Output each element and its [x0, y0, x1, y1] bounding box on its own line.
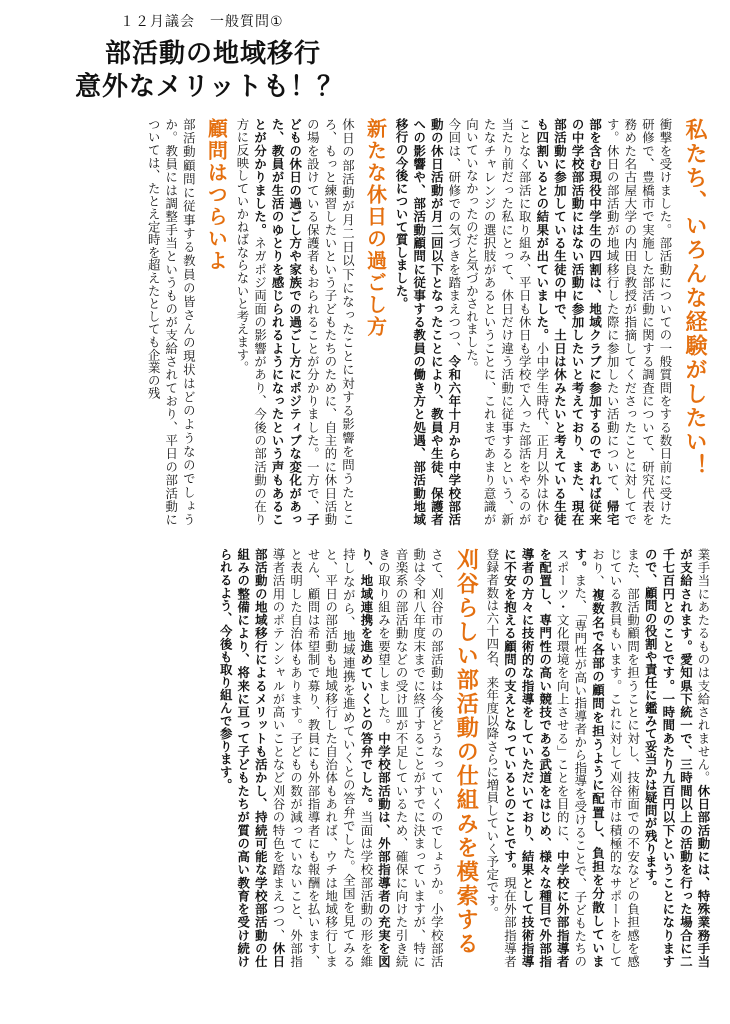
support-highlight-1: 複数名で各部の顧問を担うように配置し、負担を分散しています。 — [572, 548, 606, 968]
support-highlight-2: 中学校に外部指導者を配置し、専門性の高い競技である武道をはじめ、様々な種目で外部指導者の方々に技術的な指導をしていただいており、結果として技術指導に不安を抱える顧問の支えとなっているとのことです。 — [502, 548, 571, 968]
heading-advisor-hard: 顧問はつらいよ — [204, 118, 229, 272]
paragraph-support: また、部活動顧問を担うことに対し、技術面での不安などの負担感を感じている教員もいます。これに対して刈谷市は積極的なサポートをしており、複数名で各部の顧問を担うように配置し、負担を分散しています。また、「専門性が高い指導者から指導を受けることで、子どもたちのスポーツ・文化環境を向上させる」ことを目的に、中学校に外部指導者を配置し、専門性の高い競技である武道をはじめ、様々な種目で外部指導者の方々に技術的な指導をしていただいており、結果として技術指導に不安を抱える顧問の支えとなっているとのことです。現在外部指導者登録者数は六十四名、来年度以降さらに増員していく予定です。 — [484, 548, 641, 968]
question-highlight: 令和六年十月から中学校部活動の休日活動が月二回以下となったことにより、教員や生徒、保護者への影響や、部活動顧問に従事する教員の働き方と処遇、部活動地域移行の今後について質しました。 — [394, 118, 462, 526]
heading-kariya-system: 刈谷らしい部活動の仕組みを模索する — [453, 548, 479, 956]
heading-new-holiday: 新たな休日の過ごし方 — [363, 118, 388, 338]
title-line-1: 部活動の地域移行 — [105, 39, 322, 69]
heading-experience: 私たち、いろんな経験がしたい！ — [682, 118, 707, 478]
title-line-2: 意外なメリットも！？ — [75, 72, 344, 102]
paragraph-future: さて、刈谷市の部活動は今後どうなっていくのでしょうか。小学校部活動は令和八年度末までに終了することがすでに決まっていますが、特に音楽系の部活動などの受け皿が不足しているため、確保に向けた引き続きの取り組みを要望しました。中学校部活動は、外部指導者の充実を図り、地域連携を進めていくとの答弁でした。当面は学校部活動の形を維持しながら、地域連携を進めていくとの答弁でした。全国を見てみると、平日の部活動も地域移行した自治体もあれば、ウチは地域移行しません、顧問は希望制で募り、教員にも外部指導者にも報酬を払います、と表明した自治体もあります。子どもの数が減っていないこと、外部指導者活用のポテンシャルが高いことなど刈谷の特色を踏まえつつ、休日部活動の地域移行によるメリットも活かし、持続可能な学校部活動の仕組みの整備により、将来に亘って子どもたちが質の高い教育を受け続けられるよう、今後も取り組んで参ります。 — [218, 548, 445, 968]
future-highlight-1: 中学校部活動は、外部指導者の充実を図り、地域連携を進めていくとの答弁でした。 — [358, 548, 392, 968]
survey-highlight: 帰宅部を含む現役中学生の四割は、地域クラブに参加するのであれば従来の中学校部活動にはない活動に参加したいと考えており、また、現在部活動に参加している生徒の中で、土日は休みたいと考えている生徒も四割いるとの結果が出ていました。 — [534, 118, 621, 526]
allowance-highlight: 休日部活動には、特殊業務手当が支給されます。愛知県下統一で、三時間以上の活動を行った場合に二千七百円とのことです。一時間あたり九百円以下ということになりますので、顧問の役割や責任に鑑みて妥当かは疑問が残ります。 — [643, 548, 711, 968]
session-kicker: １２月議会 一般質問① — [120, 14, 284, 30]
paragraph-question: 今回は、研修での気づきを踏まえつつ、令和六年十月から中学校部活動の休日活動が月二回以下となったことにより、教員や生徒、保護者への影響や、部活動顧問に従事する教員の働き方と処遇、部活動地域移行の今後について質しました。 — [394, 118, 462, 526]
paragraph-holiday: 休日の部活動が月二日以下になったことに対する影響を問うたところ、もっと練習したいという子どもたちのために、自主的に休日活動の場を設けている保護者もおられることが分かりました。一方で、子どもの休日の過ごし方や家族での過ごし方にポジティブな変化があった、教員が生活のゆとりを感じられるようになったという声もあることが分かりました。ネガポジ両面の影響があり、今後の部活動の在り方に反映していかねばならないと考えます。 — [234, 118, 356, 526]
holiday-highlight: 子どもの休日の過ごし方や家族での過ごし方にポジティブな変化があった、教員が生活のゆとりを感じられるようになったという声もあることが分かりました。 — [252, 118, 321, 526]
paragraph-advisor: 部活動顧問に従事する教員の皆さんの現状はどのようなのでしょうか。教員には調整手当というものが支給されており、平日の部活動については、たとえ定時を超えたとしても企業の残 — [146, 118, 197, 526]
page-title — [75, 38, 375, 104]
paragraph-allowance: 業手当にあたるものは支給されません。休日部活動には、特殊業務手当が支給されます。愛知県下統一で、三時間以上の活動を行った場合に二千七百円とのことです。一時間あたり九百円以下ということになりますので、顧問の役割や責任に鑑みて妥当かは疑問が残ります。 — [643, 548, 711, 968]
upper-article-block — [87, 118, 712, 526]
lower-article-block — [27, 548, 712, 968]
future-highlight-2: 休日部活動の地域移行によるメリットも活かし、持続可能な学校部活動の仕組みの整備により、将来に亘って子どもたちが質の高い教育を受け続けられるよう、今後も取り組んで参ります。 — [218, 548, 286, 968]
paragraph-intro: 衝撃を受けました。部活動についての一般質問をする数日前に受けた研修で、豊橋市で実施した部活動に関する調査について、研究代表を務めた名古屋大学の内田良教授が指摘してくださったことに対してです。休日の部活動が地域移行した際に参加したい活動について、帰宅部を含む現役中学生の四割は、地域クラブに参加するのであれば従来の中学校部活動にはない活動に参加したいと考えており、また、現在部活動に参加している生徒の中で、土日は休みたいと考えている生徒も四割いるとの結果が出ていました。小中学生時代、正月以外は休むことなく部活に取り組み、平日も休日も学校で入った部活をやるのが当たり前だった私にとって、休日だけ違う活動に従事するという、新たなチャレンジの選択肢があるということに、これまであまり意識が向いていなかったのだと気づかされました。 — [464, 118, 673, 526]
